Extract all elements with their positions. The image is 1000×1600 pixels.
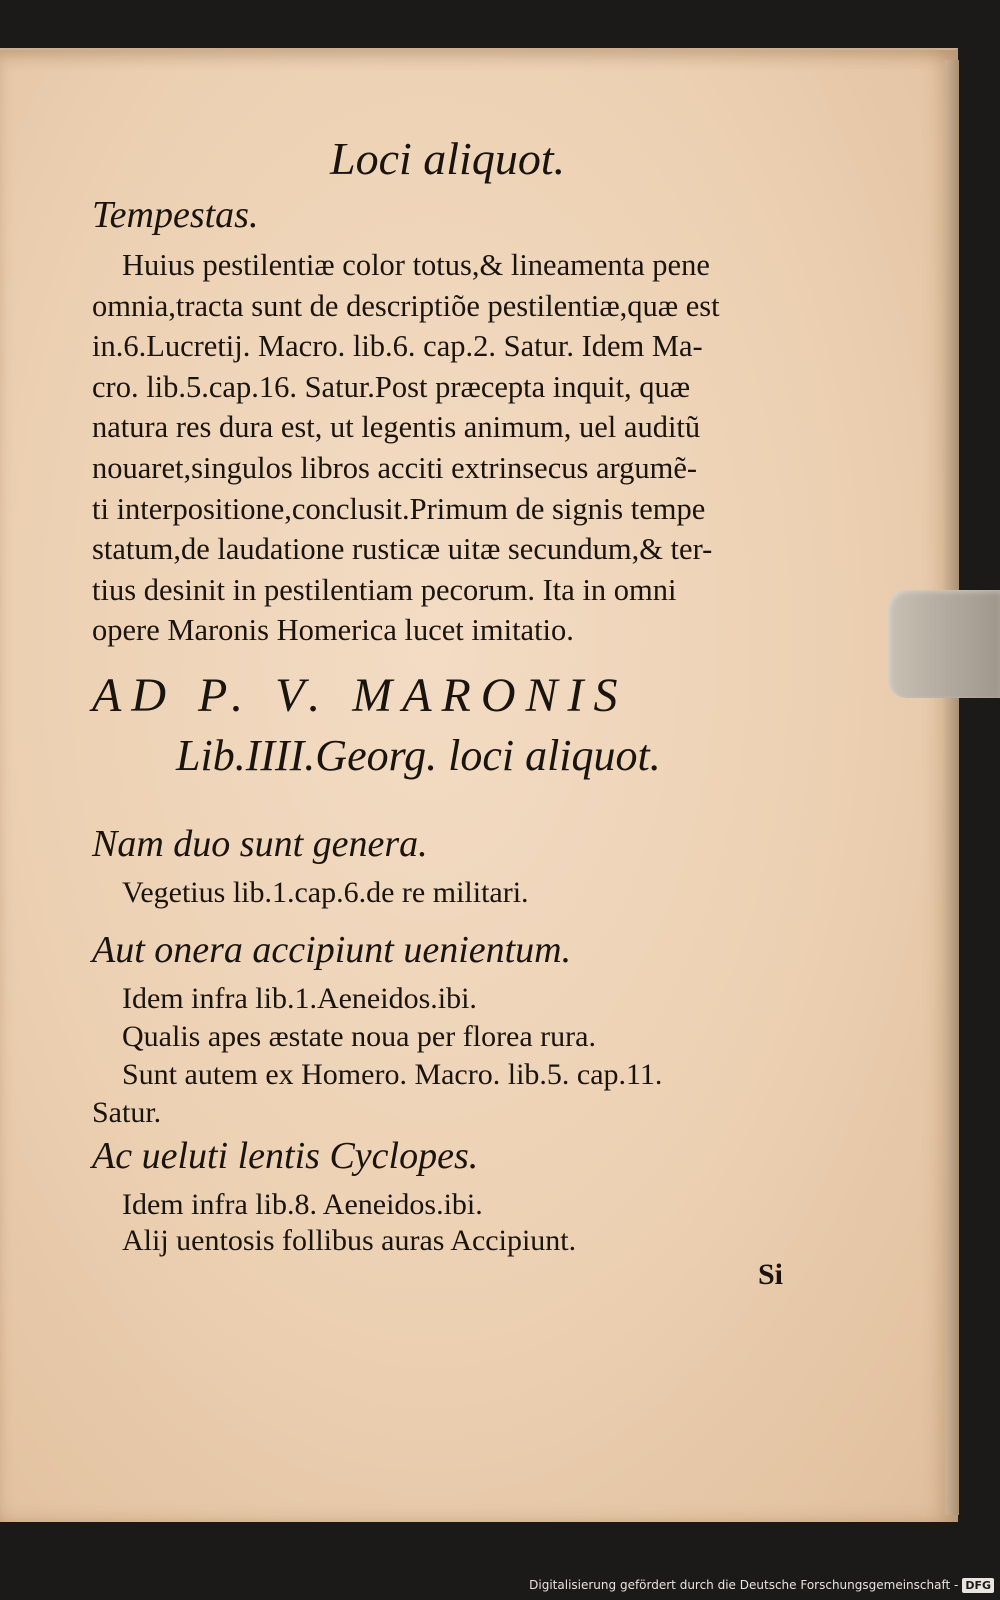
citation-line: Idem infra lib.1.Aeneidos.ibi. (122, 982, 477, 1015)
citation-line: Qualis apes æstate noua per florea rura. (122, 1020, 596, 1053)
digitization-credit (529, 1574, 994, 1596)
paragraph-line: opere Maronis Homerica lucet imitatio. (92, 613, 574, 648)
chapter-heading: AD P. V. MARONIS (92, 669, 628, 722)
paragraph-line: nouaret,singulos libros acciti extrinsecus argumẽ- (92, 450, 698, 485)
page-edge (945, 60, 959, 1515)
catchword: Si (758, 1258, 784, 1291)
lemma-heading: Nam duo sunt genera. (92, 823, 428, 865)
running-head: Loci aliquot. (330, 133, 566, 184)
paragraph-line: cro. lib.5.cap.16. Satur.Post præcepta inquit, quæ (92, 369, 691, 404)
commentary-paragraph (92, 245, 802, 651)
paragraph-line: tius desinit in pestilentiam pecorum. Ita in omni (92, 572, 677, 607)
lemma-heading: Ac ueluti lentis Cyclopes. (92, 1135, 479, 1177)
paragraph-line: in.6.Lucretij. Macro. lib.6. cap.2. Satur. Idem Ma- (92, 329, 703, 364)
lemma-heading: Aut onera accipiunt uenientum. (92, 929, 572, 971)
paragraph-line: statum,de laudatione rusticæ uitæ secundum,& ter- (92, 532, 713, 567)
paragraph-line: ti interpositione,conclusit.Primum de signis tempe (92, 491, 706, 526)
dfg-logo: DFG (962, 1578, 994, 1593)
paragraph-line: Huius pestilentiæ color totus,& lineamenta pene (122, 248, 710, 282)
paragraph-line: omnia,tracta sunt de descriptiõe pestilentiæ,quæ est (92, 288, 720, 323)
citation-line: Vegetius lib.1.cap.6.de re militari. (122, 876, 529, 909)
chapter-subheading: Lib.IIII.Georg. loci aliquot. (176, 731, 661, 780)
citation-line: Satur. (92, 1096, 162, 1129)
section-title: Tempestas. (92, 194, 259, 236)
citation-line: Idem infra lib.8. Aeneidos.ibi. (122, 1188, 483, 1221)
credit-text: Digitalisierung gefördert durch die Deutsche Forschungsgemeinschaft - (529, 1578, 959, 1592)
citation-line: Sunt autem ex Homero. Macro. lib.5. cap.11. (122, 1058, 663, 1091)
bookmark-tab (888, 590, 1000, 698)
paragraph-line: natura res dura est, ut legentis animum, uel auditũ (92, 410, 701, 445)
citation-line: Alij uentosis follibus auras Accipiunt. (122, 1224, 577, 1257)
